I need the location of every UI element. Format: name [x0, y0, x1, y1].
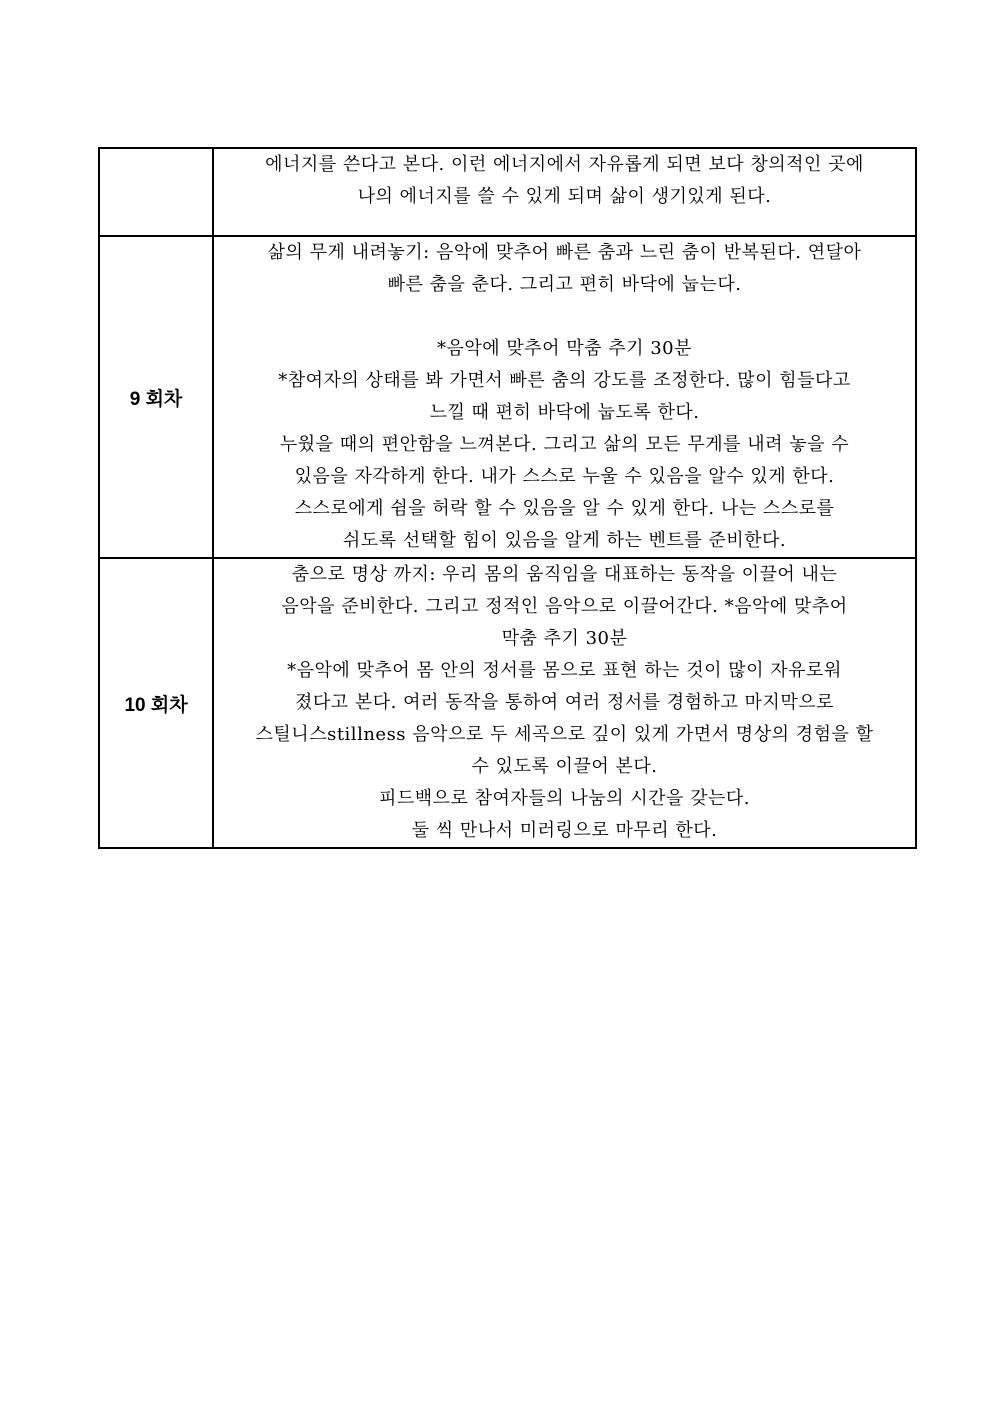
content-line: 삶의 무게 내려놓기: 음악에 맞추어 빠른 춤과 느린 춤이 반복된다. 연달아 — [267, 242, 862, 263]
content-line: *참여자의 상태를 봐 가면서 빠른 춤의 강도를 조정한다. 많이 힘들다고 — [278, 370, 851, 391]
table-row-continuation — [99, 148, 916, 236]
blank-line — [214, 301, 915, 333]
session-content-cell — [213, 558, 916, 848]
session-label-cell: 9 회차 — [99, 236, 213, 558]
content-line: 나의 에너지를 쓸 수 있게 되며 삶이 생기있게 된다. — [357, 186, 772, 207]
content-line: 쉬도록 선택할 힘이 있음을 알게 하는 벤트를 준비한다. — [342, 530, 787, 551]
content-line: 빠른 춤을 춘다. 그리고 편히 바닥에 눕는다. — [387, 274, 742, 295]
content-line: 둘 씩 만나서 미러링으로 마무리 한다. — [411, 820, 718, 841]
content-line: 에너지를 쓴다고 본다. 이런 에너지에서 자유롭게 되면 보다 창의적인 곳에 — [265, 154, 864, 175]
session-content-cell — [213, 236, 916, 558]
session-label-cell — [99, 148, 213, 236]
content-line: 스틸니스stillness 음악으로 두 세곡으로 깊이 있게 가면서 명상의 경험을 할 — [255, 724, 874, 745]
table-row-session-9 — [99, 236, 916, 558]
content-line: 춤으로 명상 까지: 우리 몸의 움직임을 대표하는 동작을 이끌어 내는 — [291, 564, 838, 585]
content-line: 졌다고 본다. 여러 동작을 통하여 여러 정서를 경험하고 마지막으로 — [295, 692, 834, 713]
session-table — [98, 147, 917, 849]
content-line: *음악에 맞추어 막춤 추기 30분 — [436, 338, 693, 359]
content-line: 있음을 자각하게 한다. 내가 스스로 누울 수 있음을 알수 있게 한다. — [294, 466, 835, 487]
content-line: 누웠을 때의 편안함을 느껴본다. 그리고 삶의 모든 무게를 내려 놓을 수 — [279, 434, 850, 455]
content-line: 피드백으로 참여자들의 나눔의 시간을 갖는다. — [379, 788, 750, 809]
content-line: *음악에 맞추어 몸 안의 정서를 몸으로 표현 하는 것이 많이 자유로워 — [287, 660, 842, 681]
content-line: 스스로에게 쉼을 허락 할 수 있음을 알 수 있게 한다. 나는 스스로를 — [294, 498, 835, 519]
content-line: 수 있도록 이끌어 본다. — [471, 756, 658, 777]
table-row-session-10 — [99, 558, 916, 848]
content-line: 느낄 때 편히 바닥에 눕도록 한다. — [429, 402, 700, 423]
content-line: 음악을 준비한다. 그리고 정적인 음악으로 이끌어간다. *음악에 맞추어 — [281, 596, 848, 617]
content-line: 막춤 추기 30분 — [501, 628, 628, 649]
session-content-cell — [213, 148, 916, 236]
session-label-cell: 10 회차 — [99, 558, 213, 848]
